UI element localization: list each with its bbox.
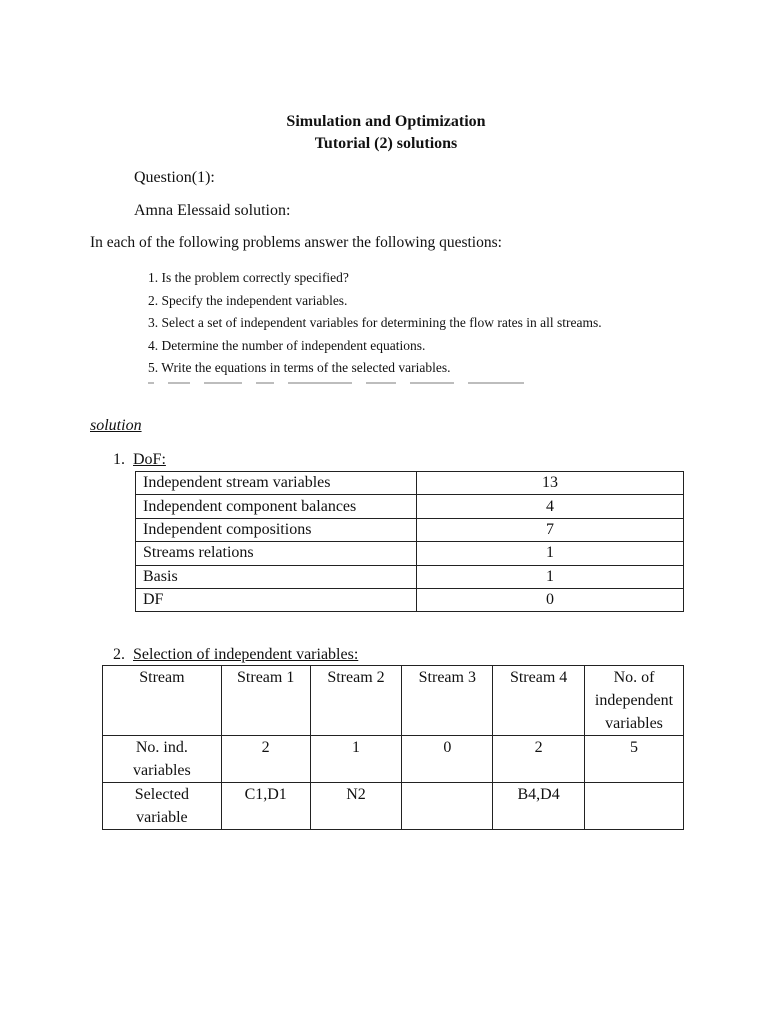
selected-label-line: Selected xyxy=(134,786,189,803)
selected-label xyxy=(103,783,222,830)
table-row xyxy=(136,495,684,518)
selected-stream-3 xyxy=(402,783,493,830)
count-stream-4: 2 xyxy=(493,736,585,783)
dof-heading xyxy=(113,451,166,469)
dof-table xyxy=(135,471,684,612)
dof-value: 0 xyxy=(417,588,684,611)
dof-number: 1. xyxy=(113,451,125,468)
table-row xyxy=(136,588,684,611)
question-item: 4. Determine the number of independent equations. xyxy=(148,337,426,353)
document-subtitle: Tutorial (2) solutions xyxy=(314,135,458,152)
dof-label: Independent compositions xyxy=(136,518,417,541)
count-label-line: variables xyxy=(133,762,191,779)
selected-label-line: variable xyxy=(136,809,188,826)
table-row xyxy=(136,542,684,565)
header-stream-1: Stream 1 xyxy=(221,666,310,736)
count-stream-1: 2 xyxy=(221,736,310,783)
question-item: 1. Is the problem correctly specified? xyxy=(148,270,349,285)
table-row xyxy=(136,472,684,495)
dof-value: 13 xyxy=(417,472,684,495)
question-item: 3. Select a set of independent variables for determining the flow rates in all streams. xyxy=(148,315,602,330)
dof-label: DF xyxy=(136,588,417,611)
header-total-line: independent xyxy=(594,692,674,709)
dof-value: 7 xyxy=(417,518,684,541)
selected-stream-4: B4,D4 xyxy=(493,783,585,830)
question-label: Question(1): xyxy=(134,169,215,186)
question-item: 2. Specify the independent variables. xyxy=(148,292,348,308)
selected-stream-1: C1,D1 xyxy=(221,783,310,830)
table-row xyxy=(103,666,684,736)
count-total: 5 xyxy=(585,736,684,783)
table-row xyxy=(136,518,684,541)
dof-label: Basis xyxy=(136,565,417,588)
header-stream-3: Stream 3 xyxy=(402,666,493,736)
table-row xyxy=(136,565,684,588)
header-total-line: No. of xyxy=(613,669,655,686)
dof-value: 1 xyxy=(417,565,684,588)
selection-table xyxy=(102,665,684,830)
solution-label: solution xyxy=(90,417,142,434)
header-stream: Stream xyxy=(103,666,222,736)
selected-total xyxy=(585,783,684,830)
selection-number: 2. xyxy=(113,646,125,663)
table-row xyxy=(103,736,684,783)
question-list xyxy=(148,267,602,380)
header-stream-2: Stream 2 xyxy=(310,666,402,736)
dof-label: Streams relations xyxy=(136,542,417,565)
selection-heading xyxy=(113,646,358,664)
question-item: 5. Write the equations in terms of the selected variables. xyxy=(148,360,451,375)
table-row xyxy=(103,783,684,830)
count-stream-2: 1 xyxy=(310,736,402,783)
count-stream-3: 0 xyxy=(402,736,493,783)
count-label xyxy=(103,736,222,783)
document-title: Simulation and Optimization xyxy=(286,113,486,130)
selection-heading-text: Selection of independent variables: xyxy=(133,646,359,663)
dof-value: 1 xyxy=(417,542,684,565)
header-total xyxy=(585,666,684,736)
selected-stream-2: N2 xyxy=(310,783,402,830)
dof-value: 4 xyxy=(417,495,684,518)
header-stream-4: Stream 4 xyxy=(493,666,585,736)
dof-heading-text: DoF: xyxy=(133,451,166,468)
dof-label: Independent stream variables xyxy=(136,472,417,495)
cropped-text-line xyxy=(148,382,568,386)
intro-text: In each of the following problems answer the following questions: xyxy=(90,234,502,251)
dof-label: Independent component balances xyxy=(136,495,417,518)
header-total-line: variables xyxy=(605,715,663,732)
author-line: Amna Elessaid solution: xyxy=(134,202,291,219)
count-label-line: No. ind. xyxy=(135,739,188,756)
